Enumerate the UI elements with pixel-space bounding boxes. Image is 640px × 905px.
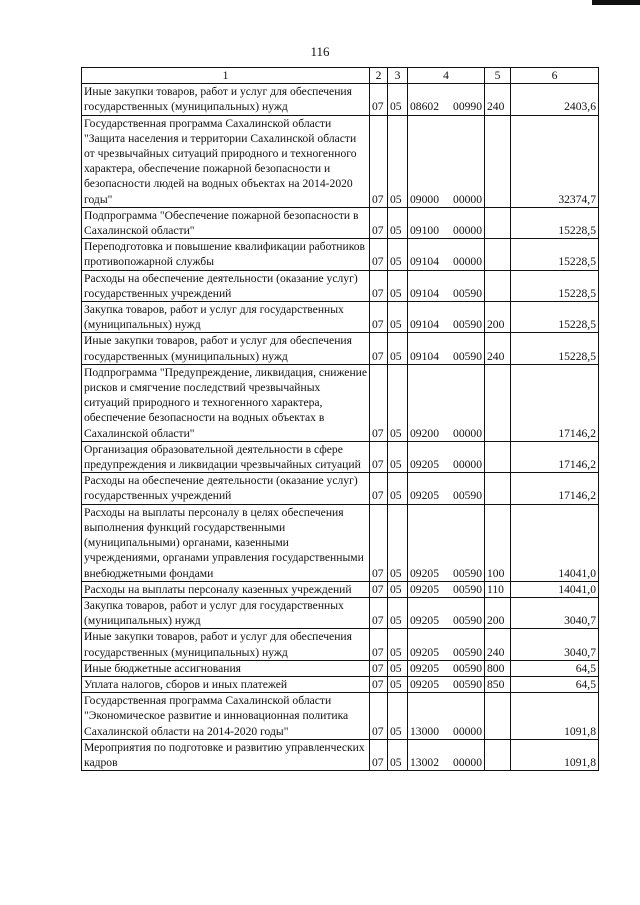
row-name: Иные закупки товаров, работ и услуг для обеспечения государственных (муниципальных) нужд (82, 333, 370, 364)
row-target-code-direction: 00000 (453, 192, 482, 206)
table-row (82, 207, 599, 238)
row-section: 07 (370, 441, 388, 472)
row-target-code (408, 239, 485, 270)
row-subsection: 05 (388, 115, 408, 207)
row-section: 07 (370, 115, 388, 207)
row-target-code-direction: 00590 (453, 286, 482, 300)
row-expense-type: 200 (485, 597, 511, 628)
table-row (82, 660, 599, 676)
row-name: Иные закупки товаров, работ и услуг для обеспечения государственных (муниципальных) нужд (82, 84, 370, 115)
row-expense-type (485, 239, 511, 270)
row-name: Иные бюджетные ассигнования (82, 660, 370, 676)
row-target-code-direction: 00000 (453, 224, 482, 238)
row-target-code-direction: 00590 (453, 645, 482, 659)
row-target-code-direction: 00000 (453, 426, 482, 440)
row-amount: 1091,8 (511, 693, 599, 740)
row-subsection: 05 (388, 473, 408, 504)
row-target-code-direction: 00590 (453, 489, 482, 503)
row-target-code (408, 739, 485, 770)
row-amount: 64,5 (511, 676, 599, 692)
row-expense-type (485, 207, 511, 238)
row-amount: 14041,0 (511, 504, 599, 581)
header-col-6: 6 (511, 68, 599, 84)
row-amount: 1091,8 (511, 739, 599, 770)
row-name: Подпрограмма "Предупреждение, ликвидация, снижение рисков и смягчение последствий чрезвычайных ситуаций природного и техногенного характера, обеспечение безопасности на водных объектах в Сахалинской области" (82, 364, 370, 441)
table-row (82, 629, 599, 660)
page-edge-mark (592, 0, 640, 5)
row-expense-type: 240 (485, 84, 511, 115)
row-expense-type: 110 (485, 581, 511, 597)
table-row (82, 333, 599, 364)
row-section: 07 (370, 597, 388, 628)
row-name: Расходы на выплаты персоналу казенных учреждений (82, 581, 370, 597)
header-col-5: 5 (485, 68, 511, 84)
row-subsection: 05 (388, 739, 408, 770)
row-name: Расходы на обеспечение деятельности (оказание услуг) государственных учреждений (82, 473, 370, 504)
row-target-code-program: 09000 (410, 192, 439, 206)
row-amount: 15228,5 (511, 207, 599, 238)
row-expense-type: 800 (485, 660, 511, 676)
row-target-code-program: 09205 (410, 458, 439, 472)
row-subsection: 05 (388, 660, 408, 676)
row-name: Расходы на обеспечение деятельности (оказание услуг) государственных учреждений (82, 270, 370, 301)
row-expense-type: 100 (485, 504, 511, 581)
budget-table (81, 67, 599, 771)
row-target-code-program: 09104 (410, 349, 439, 363)
row-name: Подпрограмма "Обеспечение пожарной безопасности в Сахалинской области" (82, 207, 370, 238)
page-number: 116 (310, 44, 330, 59)
row-subsection: 05 (388, 693, 408, 740)
row-target-code-program: 09100 (410, 224, 439, 238)
table-row (82, 597, 599, 628)
row-expense-type (485, 739, 511, 770)
row-amount: 3040,7 (511, 629, 599, 660)
row-target-code-direction: 00000 (453, 724, 482, 738)
row-subsection: 05 (388, 629, 408, 660)
row-name: Переподготовка и повышение квалификации работников противопожарной службы (82, 239, 370, 270)
table-row (82, 693, 599, 740)
row-subsection: 05 (388, 581, 408, 597)
row-section: 07 (370, 207, 388, 238)
row-target-code-program: 09104 (410, 255, 439, 269)
row-section: 07 (370, 739, 388, 770)
row-target-code-direction: 00990 (453, 100, 482, 114)
table-row (82, 302, 599, 333)
row-section: 07 (370, 364, 388, 441)
row-expense-type (485, 115, 511, 207)
row-amount: 15228,5 (511, 270, 599, 301)
row-target-code-program: 09205 (410, 645, 439, 659)
row-expense-type: 850 (485, 676, 511, 692)
row-target-code-direction: 00590 (453, 614, 482, 628)
header-col-3: 3 (388, 68, 408, 84)
row-section: 07 (370, 676, 388, 692)
row-amount: 32374,7 (511, 115, 599, 207)
row-target-code (408, 333, 485, 364)
row-expense-type (485, 473, 511, 504)
row-amount: 17146,2 (511, 473, 599, 504)
row-name: Государственная программа Сахалинской области "Экономическое развитие и инновационная политика Сахалинской области на 2014-2020 годы" (82, 693, 370, 740)
row-target-code (408, 660, 485, 676)
row-target-code (408, 115, 485, 207)
row-target-code (408, 441, 485, 472)
table-row (82, 441, 599, 472)
row-target-code-direction: 00590 (453, 677, 482, 691)
row-name: Государственная программа Сахалинской области "Защита населения и территории Сахалинской области от чрезвычайных ситуаций природного и техногенного характера, обеспечение пожарной безопасности и безопасности людей на водных объектах на 2014-2020 годы" (82, 115, 370, 207)
table-row (82, 581, 599, 597)
table-header (82, 68, 599, 84)
row-amount: 3040,7 (511, 597, 599, 628)
row-expense-type: 200 (485, 302, 511, 333)
row-section: 07 (370, 333, 388, 364)
row-target-code (408, 597, 485, 628)
row-target-code-program: 09205 (410, 614, 439, 628)
row-subsection: 05 (388, 364, 408, 441)
row-target-code (408, 676, 485, 692)
row-subsection: 05 (388, 597, 408, 628)
header-col-2: 2 (370, 68, 388, 84)
row-target-code-program: 09200 (410, 426, 439, 440)
row-section: 07 (370, 239, 388, 270)
row-expense-type (485, 270, 511, 301)
row-target-code-direction: 00000 (453, 458, 482, 472)
row-amount: 15228,5 (511, 239, 599, 270)
row-subsection: 05 (388, 207, 408, 238)
row-target-code-direction: 00590 (453, 318, 482, 332)
row-section: 07 (370, 581, 388, 597)
row-section: 07 (370, 660, 388, 676)
table-row (82, 84, 599, 115)
row-target-code-program: 09104 (410, 286, 439, 300)
row-amount: 14041,0 (511, 581, 599, 597)
row-section: 07 (370, 270, 388, 301)
table-row (82, 504, 599, 581)
row-target-code-direction: 00000 (453, 255, 482, 269)
row-section: 07 (370, 629, 388, 660)
row-expense-type (485, 364, 511, 441)
row-expense-type: 240 (485, 629, 511, 660)
row-target-code (408, 473, 485, 504)
row-expense-type (485, 693, 511, 740)
row-subsection: 05 (388, 441, 408, 472)
table-row (82, 239, 599, 270)
row-name: Расходы на выплаты персоналу в целях обеспечения выполнения функций государственными (муниципальными) органами, казенными учреждениями, органами управления государственными внебюджетными фондами (82, 504, 370, 581)
table-row (82, 270, 599, 301)
header-col-4: 4 (408, 68, 485, 84)
row-target-code (408, 270, 485, 301)
row-subsection: 05 (388, 239, 408, 270)
row-subsection: 05 (388, 676, 408, 692)
table-body (82, 84, 599, 771)
row-target-code-program: 09205 (410, 566, 439, 580)
table-row (82, 473, 599, 504)
row-subsection: 05 (388, 84, 408, 115)
row-name: Иные закупки товаров, работ и услуг для обеспечения государственных (муниципальных) нужд (82, 629, 370, 660)
row-target-code-program: 13000 (410, 724, 439, 738)
row-subsection: 05 (388, 270, 408, 301)
row-target-code-program: 09104 (410, 318, 439, 332)
row-target-code-program: 08602 (410, 100, 439, 114)
row-expense-type (485, 441, 511, 472)
row-target-code-program: 13002 (410, 755, 439, 769)
row-target-code (408, 364, 485, 441)
row-name: Закупка товаров, работ и услуг для государственных (муниципальных) нужд (82, 302, 370, 333)
row-subsection: 05 (388, 504, 408, 581)
row-target-code-program: 09205 (410, 677, 439, 691)
row-name: Уплата налогов, сборов и иных платежей (82, 676, 370, 692)
row-expense-type: 240 (485, 333, 511, 364)
row-target-code (408, 693, 485, 740)
row-target-code-program: 09205 (410, 661, 439, 675)
row-section: 07 (370, 504, 388, 581)
row-amount: 15228,5 (511, 333, 599, 364)
header-col-1: 1 (82, 68, 370, 84)
row-subsection: 05 (388, 302, 408, 333)
row-amount: 15228,5 (511, 302, 599, 333)
table-row (82, 676, 599, 692)
row-target-code-direction: 00590 (453, 349, 482, 363)
row-target-code-program: 09205 (410, 582, 439, 596)
row-target-code (408, 302, 485, 333)
row-name: Закупка товаров, работ и услуг для государственных (муниципальных) нужд (82, 597, 370, 628)
row-target-code (408, 581, 485, 597)
row-target-code-direction: 00000 (453, 755, 482, 769)
row-target-code (408, 504, 485, 581)
row-name: Мероприятия по подготовке и развитию управленческих кадров (82, 739, 370, 770)
row-target-code-direction: 00590 (453, 661, 482, 675)
row-subsection: 05 (388, 333, 408, 364)
row-section: 07 (370, 84, 388, 115)
row-target-code (408, 84, 485, 115)
row-section: 07 (370, 693, 388, 740)
table-row (82, 115, 599, 207)
row-amount: 2403,6 (511, 84, 599, 115)
row-target-code-direction: 00590 (453, 582, 482, 596)
row-amount: 64,5 (511, 660, 599, 676)
row-target-code (408, 207, 485, 238)
row-section: 07 (370, 302, 388, 333)
row-amount: 17146,2 (511, 441, 599, 472)
row-target-code-direction: 00590 (453, 566, 482, 580)
row-amount: 17146,2 (511, 364, 599, 441)
row-target-code-program: 09205 (410, 489, 439, 503)
table-row (82, 739, 599, 770)
row-target-code (408, 629, 485, 660)
table-row (82, 364, 599, 441)
row-name: Организация образовательной деятельности в сфере предупреждения и ликвидации чрезвычайных ситуаций (82, 441, 370, 472)
row-section: 07 (370, 473, 388, 504)
